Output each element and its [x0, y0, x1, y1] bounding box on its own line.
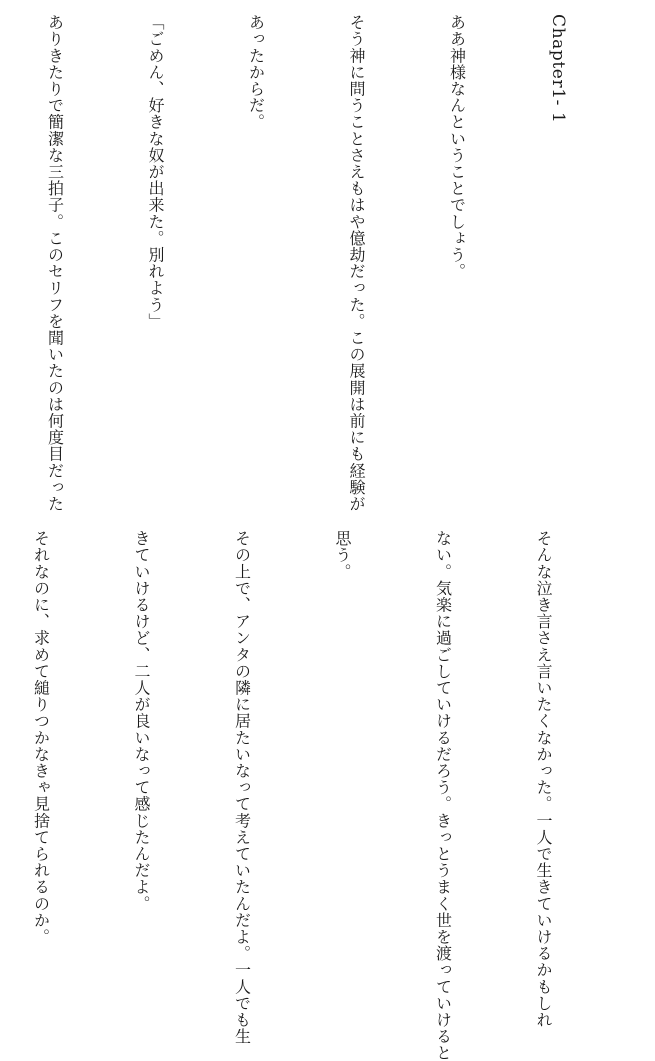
text-line: それなのに、求めて縋りつかなきゃ見捨てられるのか。 [31, 530, 51, 945]
text-line: ない。気楽に過ごしていけるだろう。きっとうまく世を渡っていけると [433, 530, 453, 1061]
text-line: その上で、アンタの隣に居たいなって考えていたんだよ。一人でも生 [232, 530, 252, 1045]
bottom-text-block [0, 530, 627, 1061]
top-text-block [0, 14, 641, 514]
text-line: ありきたりで簡潔な三拍子。このセリフを聞いたのは何度目だった [45, 14, 65, 512]
text-line: きていけるけど、二人が良いなって感じたんだよ。 [132, 530, 151, 912]
text-line: 「ごめん、好きな奴が出来た。別れよう」 [146, 14, 165, 330]
text-line: そう神に問うことさえもはや億劫だった。この展開は前にも経験が [347, 14, 366, 512]
text-line: 思う。 [333, 530, 352, 580]
text-line: ああ神様なんということでしょう。 [447, 14, 467, 280]
chapter-title: Chapter1- 1 [548, 14, 568, 124]
text-line: そんな泣き言さえ言いたくなかった。一人で生きていけるかもしれ [534, 530, 553, 1028]
text-line: あったからだ。 [246, 14, 266, 131]
